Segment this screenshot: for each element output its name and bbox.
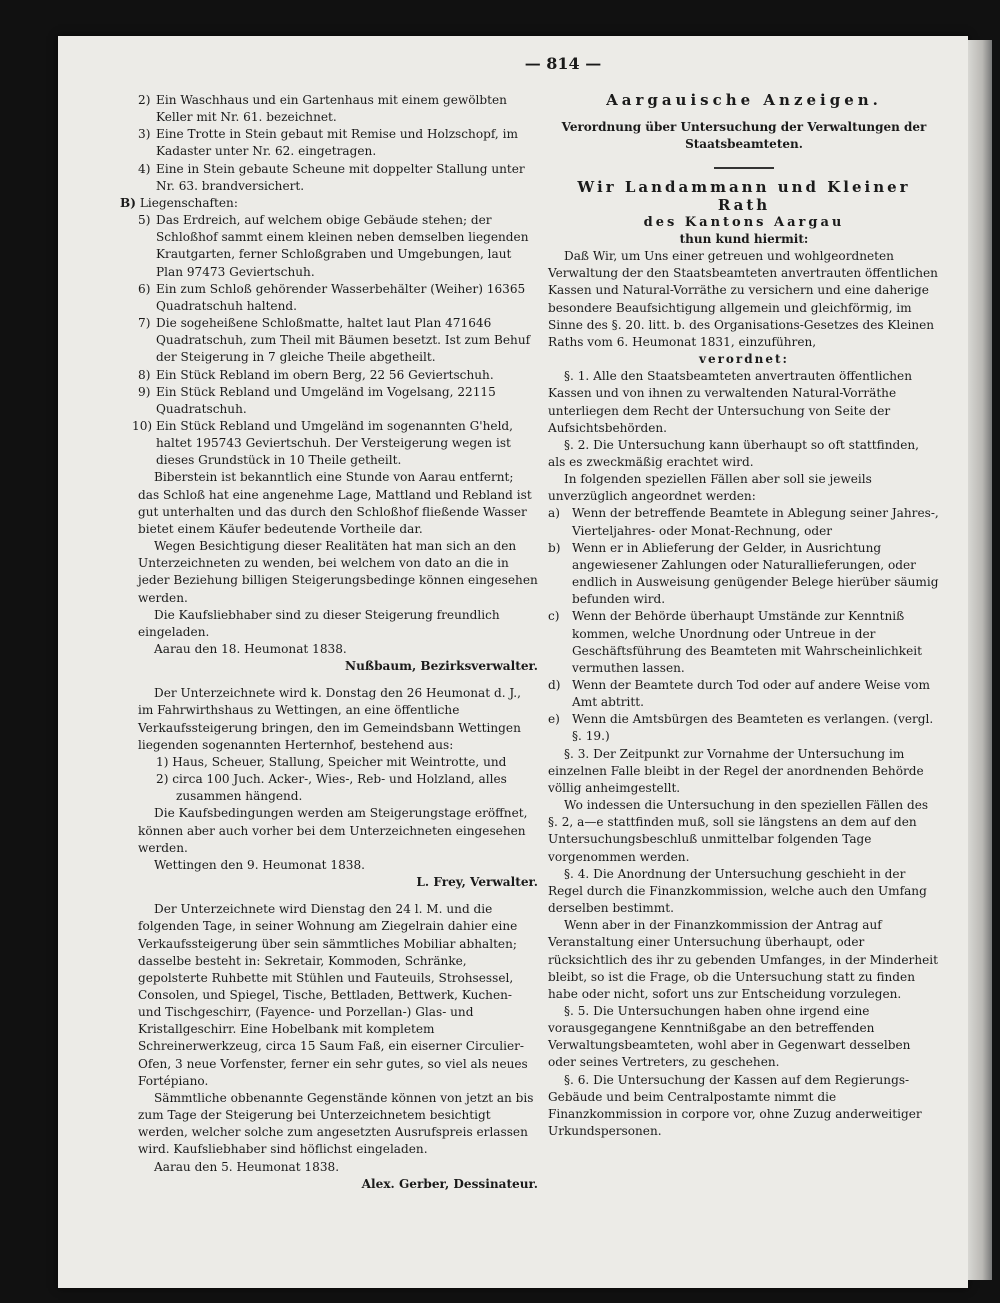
date-line: Aarau den 18. Heumonat 1838. — [154, 642, 347, 656]
signature: Nußbaum, Bezirksverwalter. — [345, 659, 538, 674]
paragraph: Der Unterzeichnete wird Dienstag den 24 l. M. und die folgenden Tage, in seiner Wohnung am Ziegelrain dahier eine Verkaufssteigerung über sein sämmtliches Mobiliar abhalten; dasselbe besteht in: Sekretair, Kommoden, Schränke, gepolsterte Ruhbette mit Stühlen und Fauteuils, Strohsessel, Consolen, und Spiegel, Tische, Bettladen, Bettwerk, Kuchen- und Tischgeschirr, (Fayence- und Porzellan-) Glas- und Kristallgeschirr. Eine Hobelbank mit kompletem Schreinerwerkzeug, circa 15 Saum Faß, ein eiserner Circulier-Ofen, 3 neue Vorfenster, ferner ein sehr gutes, so viel als neues Fortépiano. — [138, 902, 528, 1088]
paragraph: Sämmtliche obbenannte Gegenstände können von jetzt an bis zum Tage der Steigerung bei Unterzeichnetem besichtigt werden, welcher solche zum angesetzten Ausrufspreis erlassen wird. Kaufsliebhaber sind höflichst eingeladen. — [138, 1090, 534, 1157]
paragraph: In folgenden speziellen Fällen aber soll sie jeweils unverzüglich angeordnet werden: — [548, 472, 872, 504]
item-list-a — [138, 92, 538, 195]
advertisement — [138, 685, 538, 891]
date-line: Aarau den 5. Heumonat 1838. — [154, 1159, 340, 1174]
advertisement — [138, 901, 538, 1193]
list-item: 5) Das Erdreich, auf welchem obige Gebäude stehen; der Schloßhof sammt einem kleinen neben demselben liegenden Krautgarten, ferner Schloßgraben und Umgebungen, laut Plan 97473 Geviertschuh. — [138, 213, 529, 279]
paragraph: Wenn aber in der Finanzkommission der Antrag auf Veranstaltung einer Untersuchung überhaupt, oder rücksichtlich des ihr zu gebenden Umfanges, in der Minderheit bleibt, so ist die Frage, ob die Untersuchung statt zu finden habe oder nicht, sofort uns zur Entscheidung vorzulegen. — [548, 918, 939, 1001]
document-page — [58, 36, 968, 1288]
paragraph: §. 1. Alle den Staatsbeamteten anvertrauten öffentlichen Kassen und von ihnen zu verwaltenden Natural-Vorräthe unterliegen dem Recht der Untersuchung von Seite der Aufsichtsbehörden. — [548, 369, 912, 435]
paragraph: §. 4. Die Anordnung der Untersuchung geschieht in der Regel durch die Finanzkommission, welche auch den Umfang derselben bestimmt. — [548, 866, 927, 916]
list-item: 7) Die sogeheißene Schloßmatte, haltet laut Plan 471646 Quadratschuh, zum Theil mit Bäumen besetzt. Ist zum Behuf der Steigerung in 7 gleiche Theile abgetheilt. — [138, 316, 531, 365]
left-column — [120, 92, 538, 1193]
signature: L. Frey, Verwalter. — [416, 875, 538, 890]
list-item: e) Wenn die Amtsbürgen des Beamteten es verlangen. (vergl. §. 19.) — [548, 712, 934, 744]
section-b-heading: B) Liegenschaften: — [120, 195, 238, 210]
right-column — [548, 92, 940, 1140]
list-item: 3) Eine Trotte in Stein gebaut mit Remise und Holzschopf, im Kadaster unter Nr. 62. eingetragen. — [138, 127, 518, 159]
list-item: 2) circa 100 Juch. Acker-, Wies-, Reb- und Holzland, alles zusammen hängend. — [156, 772, 507, 804]
item-list-b — [132, 212, 538, 469]
list-item: 2) Ein Waschhaus und ein Gartenhaus mit einem gewölbten Keller mit Nr. 61. bezeichnet. — [138, 93, 507, 125]
preamble: Daß Wir, um Uns einer getreuen und wohlgeordneten Verwaltung der den Staatsbeamteten anvertrauten öffentlichen Kassen und Natural-Vorräthe zu versichern und eine daherige besondere Beaufsichtigung allgemein und gleichförmig, im Sinne des §. 20. litt. b. des Organisations-Gesetzes des Kleinen Raths vom 6. Heumonat 1831, einzuführen, — [548, 249, 938, 349]
ordinance-heading: des Kantons Aargau — [643, 214, 845, 230]
list-item: 1) Haus, Scheuer, Stallung, Speicher mit Weintrotte, und — [156, 754, 507, 769]
list-item: 9) Ein Stück Rebland und Umgeländ im Vogelsang, 22115 Quadratschuh. — [138, 384, 496, 416]
signature: Alex. Gerber, Dessinateur. — [361, 1176, 538, 1191]
list-item: 6) Ein zum Schloß gehörender Wasserbehälter (Weiher) 16365 Quadratschuh haltend. — [138, 281, 526, 313]
list-item: a) Wenn der betreffende Beamtete in Ablegung seiner Jahres-, Vierteljahres- oder Monat-Rechnung, oder — [548, 506, 939, 538]
ordinance-heading: Wir Landammann und Kleiner Rath — [577, 178, 911, 214]
case-list — [548, 505, 940, 745]
page-number: — 814 — — [524, 54, 602, 73]
divider — [714, 167, 774, 169]
list-item: 4) Eine in Stein gebaute Scheune mit doppelter Stallung unter Nr. 63. brandversichert. — [138, 161, 525, 193]
paragraph: §. 3. Der Zeitpunkt zur Vornahme der Untersuchung im einzelnen Falle bleibt in der Regel der anordnenden Behörde völlig anheimgestellt. — [548, 746, 924, 795]
verordnet-label: verordnet: — [699, 352, 789, 367]
paragraph: Wegen Besichtigung dieser Realitäten hat man sich an den Unterzeichneten zu wenden, bei welchem von dato an die in jeder Beziehung billigen Steigerungsbedinge können eingesehen werden. — [138, 539, 538, 605]
paragraph: §. 6. Die Untersuchung der Kassen auf dem Regierungs-Gebäude und beim Centralpostamte nimmt die Finanzkommission in corpore vor, ohne Zuzug anderweitiger Urkundspersonen. — [548, 1072, 922, 1139]
ordinance-title: Verordnung über Untersuchung der Verwaltungen der Staatsbeamteten. — [561, 120, 927, 152]
list-item: b) Wenn er in Ablieferung der Gelder, in Ausrichtung angewiesener Zahlungen oder Naturallieferungen, oder endlich in Ausweisung genügender Belege hierüber säumig befunden wird. — [548, 540, 939, 607]
next-page-edge — [968, 40, 992, 1280]
paragraph: Die Kaufsliebhaber sind zu dieser Steigerung freundlich eingeladen. — [138, 607, 500, 639]
newspaper-header: Aargauische Anzeigen. — [606, 91, 882, 109]
paragraph: §. 2. Die Untersuchung kann überhaupt so oft stattfinden, als es zweckmäßig erachtet wird. — [548, 437, 920, 469]
paragraph: Die Kaufsbedingungen werden am Steigerungstage eröffnet, können aber auch vorher bei dem Unterzeichneten eingesehen werden. — [138, 806, 528, 855]
list-item: 10) Ein Stück Rebland und Umgeländ im sogenannten G'held, haltet 195743 Geviertschuh. Der Versteigerung wegen ist dieses Grundstück in 10 Theile getheilt. — [132, 418, 514, 468]
paragraph: Der Unterzeichnete wird k. Donstag den 26 Heumonat d. J., im Fahrwirthshaus zu Wettingen, an eine öffentliche Verkaufssteigerung bringen, den im Gemeindsbann Wettingen liegenden sogenannten Herternhof, bestehend aus: — [138, 686, 521, 752]
paragraph: §. 5. Die Untersuchungen haben ohne irgend eine vorausgegangene Kenntnißgabe an den betreffenden Verwaltungsbeamteten, wohl aber in Gegenwart desselben oder seines Vertreters, zu geschehen. — [548, 1003, 911, 1070]
list-item: c) Wenn der Behörde überhaupt Umstände zur Kenntniß kommen, welche Unordnung oder Untreue in der Geschäftsführung des Beamteten mit Wahrscheinlichkeit vermuthen lassen. — [548, 609, 922, 675]
paragraph: Biberstein ist bekanntlich eine Stunde von Aarau entfernt; das Schloß hat eine angenehme Lage, Mattland und Rebland ist gut unterhalten und das durch den Schloßhof fließende Wasser bietet einem Käufer bedeutende Vortheile dar. — [138, 470, 532, 536]
ordinance-heading: thun kund hiermit: — [679, 231, 809, 246]
list-item: 8) Ein Stück Rebland im obern Berg, 22 56 Geviertschuh. — [138, 367, 494, 382]
date-line: Wettingen den 9. Heumonat 1838. — [154, 857, 365, 872]
paragraph: Wo indessen die Untersuchung in den speziellen Fällen des §. 2, a—e stattfinden muß, soll sie längstens an dem auf den Untersuchungsbeschluß unmittelbar folgenden Tage vorgenommen werden. — [548, 798, 929, 864]
list-item: d) Wenn der Beamtete durch Tod oder auf andere Weise vom Amt abtritt. — [548, 678, 930, 710]
